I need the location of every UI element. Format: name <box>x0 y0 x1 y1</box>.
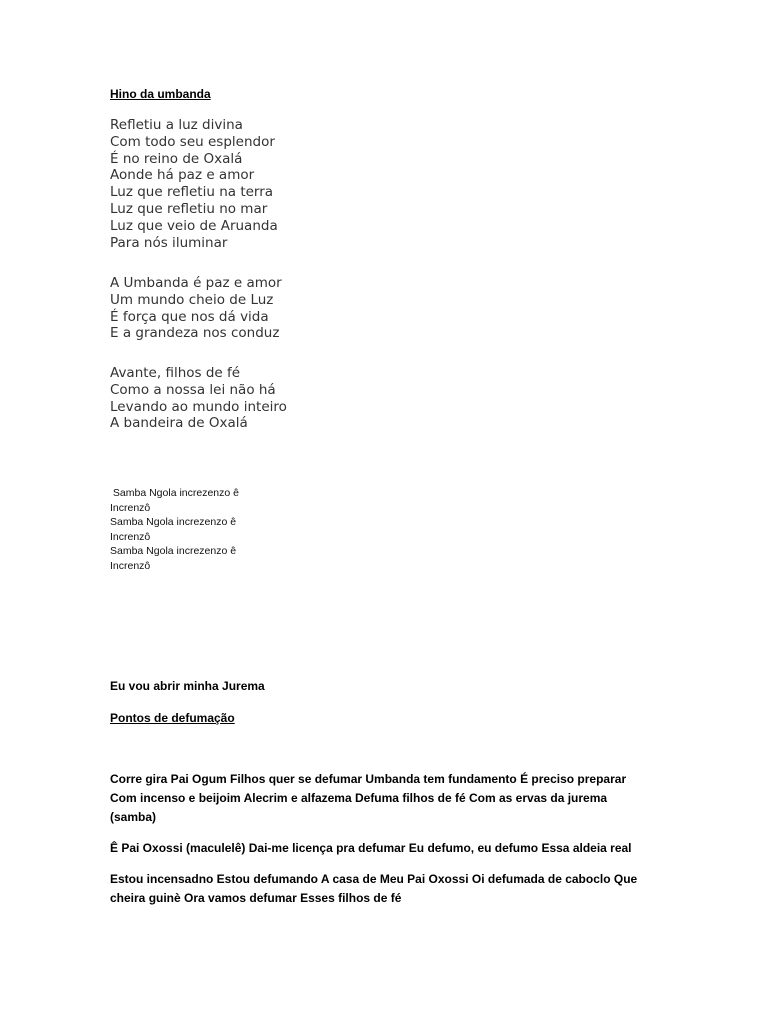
stanza-line: Com todo seu esplendor <box>110 133 275 150</box>
samba-line: Samba Ngola increzenzo ê <box>110 487 239 499</box>
paragraph-pai-oxossi: Ê Pai Oxossi (maculelê) Dai-me licença pra defumar Eu defumo, eu defumo Essa aldeia real <box>110 841 632 855</box>
defumacao-heading: Pontos de defumação <box>110 711 235 725</box>
hymn-title: Hino da umbanda <box>110 87 211 101</box>
stanza-line: Luz que refletiu no mar <box>110 200 268 217</box>
samba-line: Samba Ngola increzenzo ê <box>110 545 237 557</box>
jurema-heading: Eu vou abrir minha Jurema <box>110 679 265 693</box>
stanza-line: Um mundo cheio de Luz <box>110 291 274 308</box>
stanza-line: Luz que veio de Aruanda <box>110 217 278 234</box>
samba-line: Increnzô <box>110 559 151 572</box>
stanza-line: A bandeira de Oxalá <box>110 415 248 432</box>
stanza-line: E a grandeza nos conduz <box>110 325 280 342</box>
samba-line: Increnzô <box>110 501 151 514</box>
stanza-line: Refletiu a luz divina <box>110 117 243 133</box>
samba-ngola-block <box>110 486 239 573</box>
stanza-line: Luz que refletiu na terra <box>110 184 274 201</box>
stanza-1 <box>110 117 278 251</box>
stanza-line: É força que nos dá vida <box>110 308 269 325</box>
stanza-line: Levando ao mundo inteiro <box>110 398 287 415</box>
stanza-2 <box>110 275 282 342</box>
stanza-line: Aonde há paz e amor <box>110 167 255 184</box>
paragraph-corre-gira: Corre gira Pai Ogum Filhos quer se defumar Umbanda tem fundamento É preciso preparar Com incenso e beijoim Alecrim e alfazema Defuma filhos de fé Com as ervas da jurema (samba) <box>110 772 627 824</box>
stanza-3 <box>110 365 287 432</box>
stanza-line: Avante, filhos de fé <box>110 365 241 381</box>
stanza-line: Como a nossa lei não há <box>110 381 276 398</box>
stanza-line: A Umbanda é paz e amor <box>110 275 282 291</box>
samba-line: Samba Ngola increzenzo ê <box>110 516 237 528</box>
samba-line: Increnzô <box>110 530 151 543</box>
stanza-line: É no reino de Oxalá <box>110 150 243 167</box>
paragraph-incensando: Estou incensadno Estou defumando A casa de Meu Pai Oxossi Oi defumada de caboclo Que cheira guinè Ora vamos defumar Esses filhos de fé <box>110 872 638 905</box>
stanza-line: Para nós iluminar <box>110 234 228 251</box>
